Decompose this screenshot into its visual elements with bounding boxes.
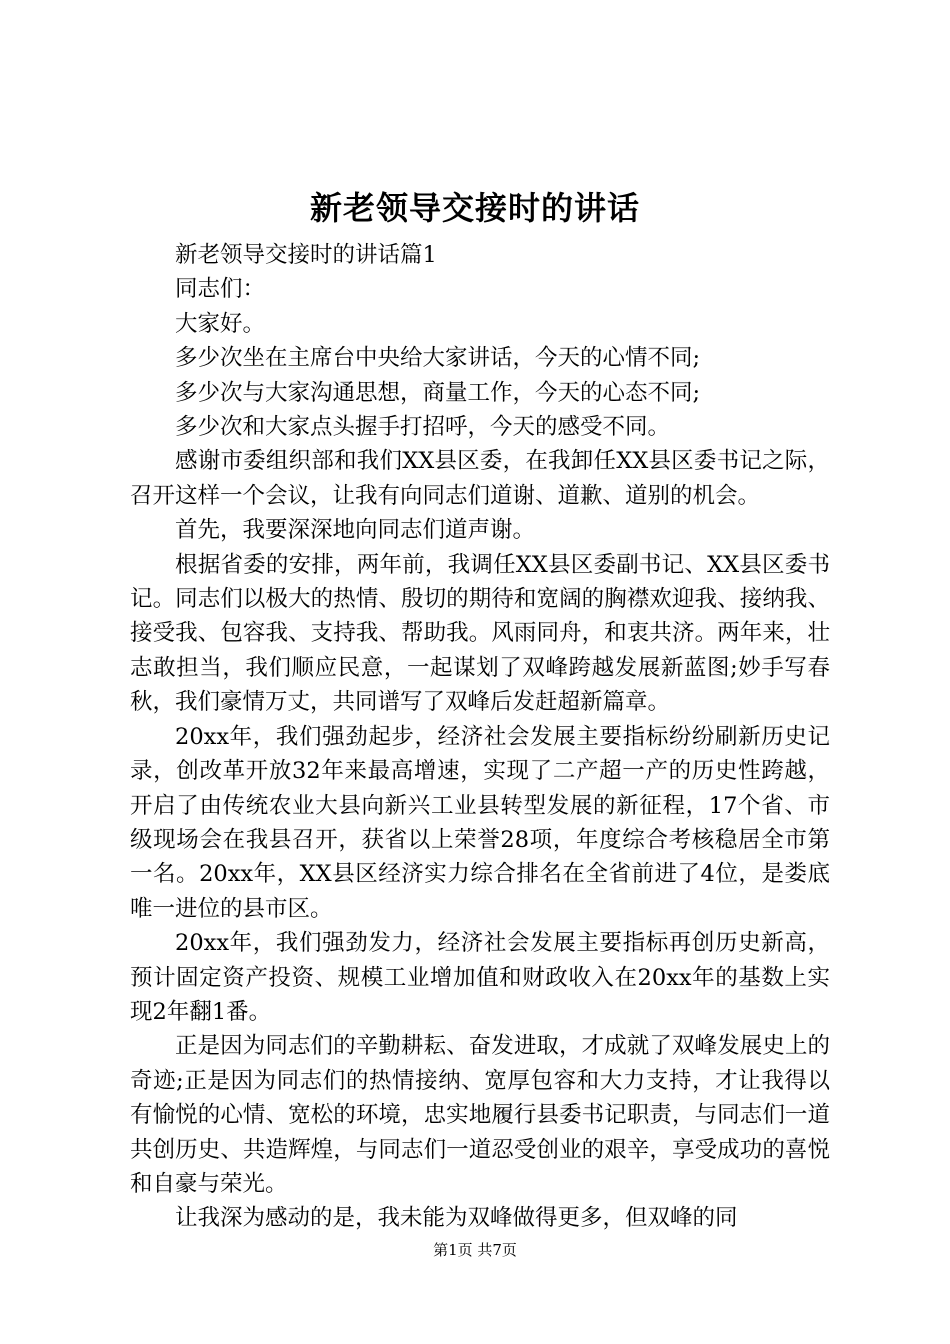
- paragraph: 根据省委的安排，两年前，我调任XX县区委副书记、XX县区委书记。同志们以极大的热情、殷切的期待和宽阔的胸襟欢迎我、接纳我、接受我、包容我、支持我、帮助我。风雨同舟，和衷共济。两年来，壮志敢担当，我们顺应民意，一起谋划了双峰跨越发展新蓝图;妙手写春秋，我们豪情万丈，共同谱写了双峰后发赶超新篇章。: [130, 551, 830, 716]
- paragraph: 正是因为同志们的辛勤耕耘、奋发进取，才成就了双峰发展史上的奇迹;正是因为同志们的热情接纳、宽厚包容和大力支持，才让我得以有愉悦的心情、宽松的环境，忠实地履行县委书记职责，与同志们一道共创历史、共造辉煌，与同志们一道忍受创业的艰辛，享受成功的喜悦和自豪与荣光。: [130, 1033, 830, 1197]
- paragraph: 多少次与大家沟通思想，商量工作，今天的心态不同;: [175, 379, 701, 406]
- paragraph: 感谢市委组织部和我们XX县区委，在我卸任XX县区委书记之际，召开这样一个会议，让我有向同志们道谢、道歉、道别的机会。: [130, 448, 830, 509]
- paragraph: 首先，我要深深地向同志们道声谢。: [175, 517, 536, 544]
- paragraph-salutation: 同志们：: [175, 276, 266, 303]
- paragraph-greeting: 大家好。: [175, 310, 266, 337]
- document-body: [130, 238, 830, 1236]
- paragraph: 20xx年，我们强劲起步，经济社会发展主要指标纷纷刷新历史记录，创改革开放32年来最高增速，实现了二产超一产的历史性跨越，开启了由传统农业大县向新兴工业县转型发展的新征程，17个省、市级现场会在我县召开，获省以上荣誉28项，年度综合考核稳居全市第一名。20xx年，XX县区经济实力综合排名在全省前进了4位，是娄底唯一进位的县市区。: [130, 723, 830, 922]
- paragraph: 让我深为感动的是，我未能为双峰做得更多，但双峰的同: [175, 1205, 738, 1232]
- paragraph: 多少次和大家点头握手打招呼，今天的感受不同。: [175, 414, 671, 441]
- paragraph: 多少次坐在主席台中央给大家讲话，今天的心情不同;: [175, 345, 701, 372]
- paragraph-heading: 新老领导交接时的讲话篇1: [175, 242, 437, 268]
- page-footer: 第1页 共7页: [433, 1241, 517, 1259]
- document-title: 新老领导交接时的讲话: [309, 189, 640, 227]
- paragraph: 20xx年，我们强劲发力，经济社会发展主要指标再创历史新高，预计固定资产投资、规模工业增加值和财政收入在20xx年的基数上实现2年翻1番。: [130, 930, 830, 1025]
